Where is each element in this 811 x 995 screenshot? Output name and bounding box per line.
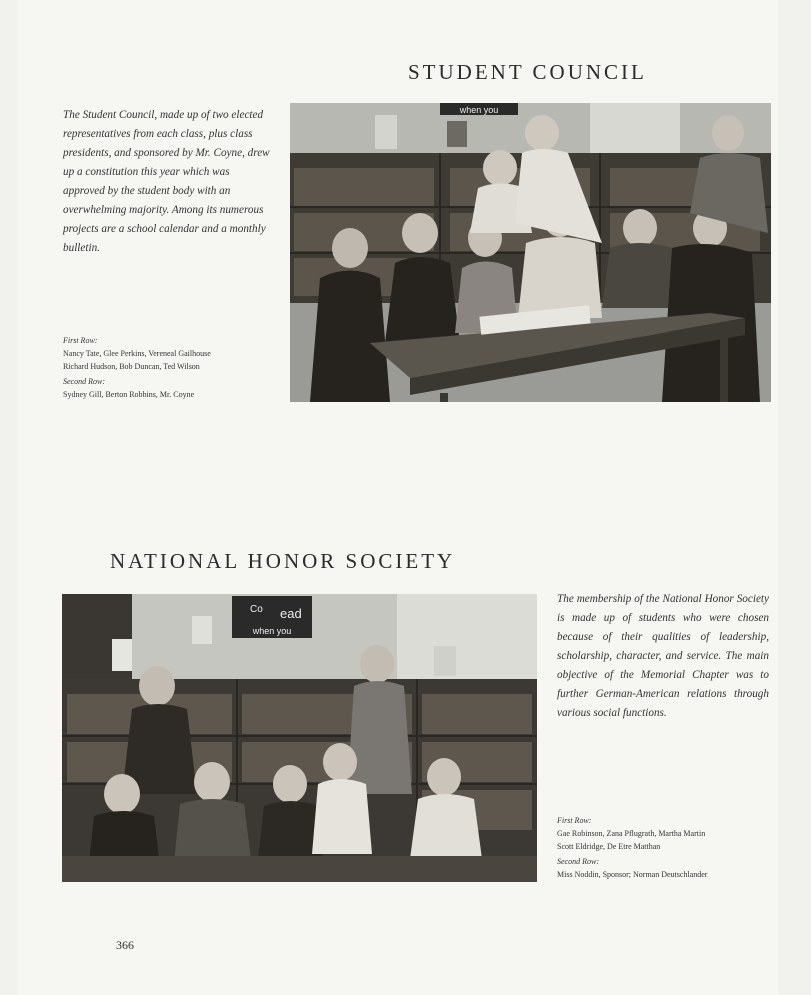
national-honor-society-photo xyxy=(62,594,537,882)
first-row-names: Scott Eldridge, De Etre Matthan xyxy=(557,842,661,851)
second-row-names: Sydney Gill, Berton Robbins, Mr. Coyne xyxy=(63,390,195,399)
second-row-label: Second Row: xyxy=(63,377,105,386)
student-council-caption xyxy=(63,334,283,401)
nhs-photo-sign-line3: when you xyxy=(252,626,292,636)
national-honor-society-caption xyxy=(557,814,777,881)
student-council-photo xyxy=(290,103,771,402)
first-row-names: Nancy Tate, Glee Perkins, Vereneal Gailhouse xyxy=(63,349,211,358)
page-number: 366 xyxy=(116,938,134,952)
national-honor-society-description: The membership of the National Honor Society is made up of students who were chosen because of their qualities of leadership, scholarship, character, and service. The main objective of the Memorial Chapter was to further German-American relations through various social functions. xyxy=(557,593,769,719)
first-row-names: Gae Robinson, Zana Pflugrath, Martha Martin xyxy=(557,829,706,838)
national-honor-society-title: NATIONAL HONOR SOCIETY xyxy=(110,549,456,573)
student-council-title: STUDENT COUNCIL xyxy=(408,60,647,84)
second-row-label: Second Row: xyxy=(557,857,599,866)
first-row-names: Richard Hudson, Bob Duncan, Ted Wilson xyxy=(63,362,200,371)
student-council-description: The Student Council, made up of two elected representatives from each class, plus class presidents, and sponsored by Mr. Coyne, drew up a constitution this year which was approved by the student body with an overwhelming majority. Among its numerous projects are a school calendar and a monthly bulletin. xyxy=(63,109,270,254)
first-row-label: First Row: xyxy=(557,816,592,825)
nhs-photo-sign-line1: Co xyxy=(250,604,263,615)
student-council-photo-sign: when you xyxy=(459,105,499,115)
nhs-photo-sign-line2: ead xyxy=(280,606,302,621)
first-row-label: First Row: xyxy=(63,336,98,345)
second-row-names: Miss Noddin, Sponsor; Norman Deutschlander xyxy=(557,870,708,879)
